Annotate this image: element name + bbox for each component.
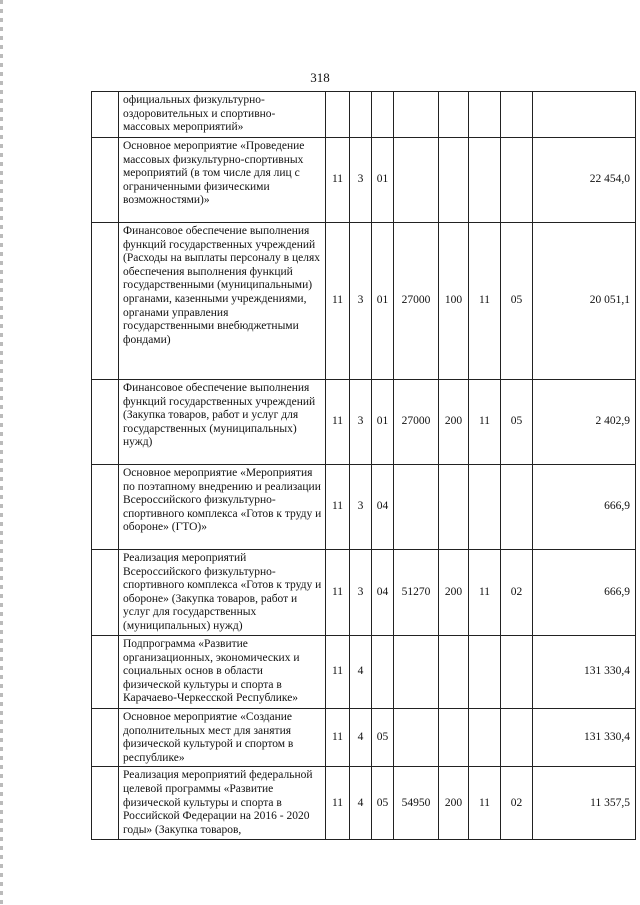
empty-cell (92, 636, 119, 709)
code-cell-b: 3 (350, 138, 372, 223)
item-name-cell: Основное мероприятие «Мероприятия по поэтапному внедрению и реализации Всероссийского физкультурно-спортивного комплекса «Готов к труду и обороне» (ГТО)» (119, 465, 326, 550)
amount-cell (533, 92, 636, 138)
code-cell-a: 11 (326, 767, 350, 840)
code-cell-d: 51270 (394, 550, 439, 636)
code-cell-a: 11 (326, 465, 350, 550)
code-cell-g (501, 92, 533, 138)
code-cell-a: 11 (326, 138, 350, 223)
amount-cell: 131 330,4 (533, 709, 636, 767)
item-name-cell: Реализация мероприятий федеральной целевой программы «Развитие физической культуры и спорта в Российской Федерации на 2016 - 2020 годы» (Закупка товаров, (119, 767, 326, 840)
empty-cell (92, 223, 119, 380)
code-cell-g (501, 709, 533, 767)
table-row (92, 465, 636, 550)
code-cell-c: 05 (372, 767, 394, 840)
code-cell-f: 11 (469, 223, 501, 380)
amount-cell: 2 402,9 (533, 380, 636, 465)
code-cell-e (439, 636, 469, 709)
code-cell-a: 11 (326, 636, 350, 709)
code-cell-a: 11 (326, 550, 350, 636)
table-row (92, 550, 636, 636)
code-cell-b (350, 92, 372, 138)
table-row (92, 767, 636, 840)
code-cell-c (372, 636, 394, 709)
code-cell-b: 3 (350, 380, 372, 465)
amount-cell: 11 357,5 (533, 767, 636, 840)
page-number: 318 (310, 70, 330, 85)
amount-cell: 131 330,4 (533, 636, 636, 709)
table-row (92, 223, 636, 380)
code-cell-d: 27000 (394, 223, 439, 380)
code-cell-f: 11 (469, 380, 501, 465)
code-cell-c: 04 (372, 465, 394, 550)
code-cell-e (439, 709, 469, 767)
item-name-cell: Финансовое обеспечение выполнения функций государственных учреждений (Расходы на выплаты персоналу в целях обеспечения выполнения функций государственными (муниципальными) органами, казенными учреждениями, органами управления государственными внебюджетными фондами) (119, 223, 326, 380)
code-cell-e: 200 (439, 550, 469, 636)
code-cell-g: 05 (501, 223, 533, 380)
code-cell-f (469, 709, 501, 767)
code-cell-e (439, 92, 469, 138)
budget-table (91, 91, 636, 840)
code-cell-f (469, 636, 501, 709)
code-cell-f (469, 138, 501, 223)
empty-cell (92, 92, 119, 138)
code-cell-d (394, 636, 439, 709)
code-cell-e (439, 465, 469, 550)
code-cell-d (394, 465, 439, 550)
code-cell-a: 11 (326, 223, 350, 380)
table-row (92, 636, 636, 709)
code-cell-c: 01 (372, 138, 394, 223)
empty-cell (92, 138, 119, 223)
code-cell-d (394, 709, 439, 767)
code-cell-b: 4 (350, 636, 372, 709)
table-row (92, 380, 636, 465)
amount-cell: 22 454,0 (533, 138, 636, 223)
amount-cell: 20 051,1 (533, 223, 636, 380)
code-cell-g: 05 (501, 380, 533, 465)
code-cell-c (372, 92, 394, 138)
code-cell-a: 11 (326, 709, 350, 767)
code-cell-f (469, 92, 501, 138)
table-row (92, 709, 636, 767)
item-name-cell: Финансовое обеспечение выполнения функций государственных учреждений (Закупка товаров, работ и услуг для государственных (муниципальных) нужд) (119, 380, 326, 465)
item-name-cell: Основное мероприятие «Создание дополнительных мест для занятия физической культурой и спортом в республике» (119, 709, 326, 767)
code-cell-d (394, 138, 439, 223)
item-name-cell: официальных физкультурно-оздоровительных и спортивно-массовых мероприятий» (119, 92, 326, 138)
table-row (92, 92, 636, 138)
table-row (92, 138, 636, 223)
code-cell-c: 05 (372, 709, 394, 767)
amount-cell: 666,9 (533, 550, 636, 636)
code-cell-e: 200 (439, 767, 469, 840)
code-cell-f (469, 465, 501, 550)
code-cell-g (501, 465, 533, 550)
code-cell-g: 02 (501, 550, 533, 636)
code-cell-c: 01 (372, 380, 394, 465)
code-cell-d: 27000 (394, 380, 439, 465)
empty-cell (92, 709, 119, 767)
code-cell-b: 3 (350, 550, 372, 636)
code-cell-c: 01 (372, 223, 394, 380)
code-cell-b: 4 (350, 767, 372, 840)
code-cell-a (326, 92, 350, 138)
code-cell-d: 54950 (394, 767, 439, 840)
code-cell-g (501, 138, 533, 223)
code-cell-b: 3 (350, 465, 372, 550)
scan-edge (0, 0, 3, 905)
code-cell-d (394, 92, 439, 138)
empty-cell (92, 380, 119, 465)
code-cell-c: 04 (372, 550, 394, 636)
code-cell-b: 4 (350, 709, 372, 767)
empty-cell (92, 465, 119, 550)
item-name-cell: Реализация мероприятий Всероссийского физкультурно-спортивного комплекса «Готов к труду и обороне» (Закупка товаров, работ и услуг для государственных (муниципальных) нужд) (119, 550, 326, 636)
item-name-cell: Основное мероприятие «Проведение массовых физкультурно-спортивных мероприятий (в том числе для лиц с ограниченными физическими возможностями)» (119, 138, 326, 223)
code-cell-e (439, 138, 469, 223)
code-cell-g: 02 (501, 767, 533, 840)
empty-cell (92, 550, 119, 636)
code-cell-g (501, 636, 533, 709)
code-cell-f: 11 (469, 767, 501, 840)
item-name-cell: Подпрограмма «Развитие организационных, экономических и социальных основ в области физической культуры и спорта в Карачаево-Черкесской Республике» (119, 636, 326, 709)
empty-cell (92, 767, 119, 840)
code-cell-e: 100 (439, 223, 469, 380)
code-cell-f: 11 (469, 550, 501, 636)
amount-cell: 666,9 (533, 465, 636, 550)
code-cell-b: 3 (350, 223, 372, 380)
code-cell-e: 200 (439, 380, 469, 465)
code-cell-a: 11 (326, 380, 350, 465)
